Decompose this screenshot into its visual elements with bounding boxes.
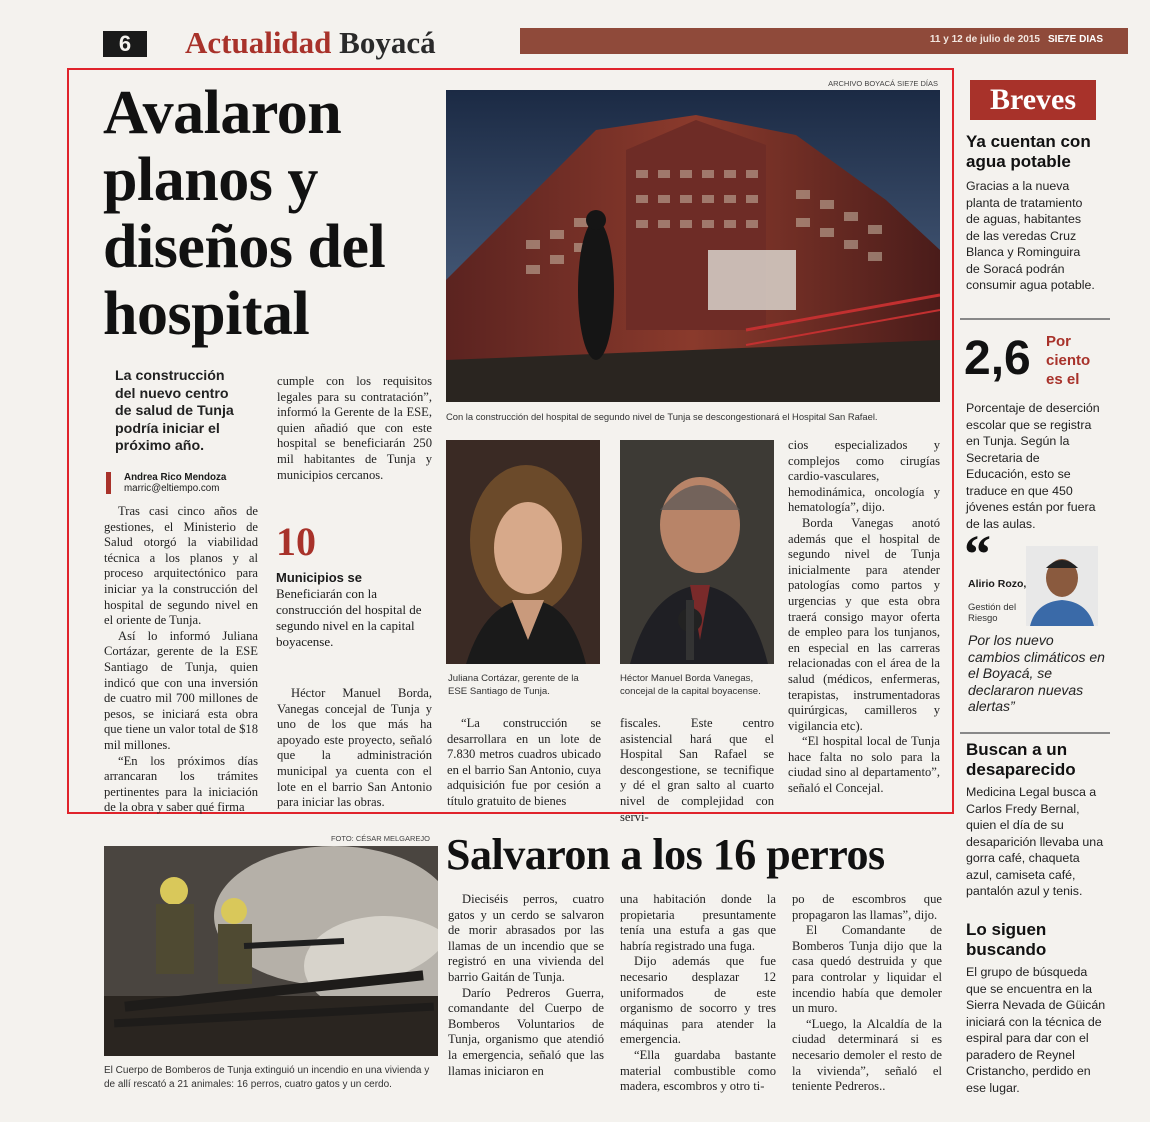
paragraph: Así lo informó Juliana Cortázar, gerente de la ESE Santiago de Tunja, quien indicó que con una inversión de cuatro mil 700 millones de pesos, se iniciará esta obra que tiene un valor total de $18 mil millones.	[104, 628, 258, 752]
paragraph: Darío Pedreros Guerra, comandante del Cuerpo de Bomberos Voluntarios de Tunja, organismo que atendió la emergencia, señaló que las llamas iniciaron en	[448, 985, 604, 1078]
headline-line: diseños del	[103, 213, 386, 281]
paragraph: Héctor Manuel Borda, Vanegas concejal de Tunja y uno de los que más ha apoyado este proyecto, señaló que la administración municipal ya cuenta con el lote en el barrio San Antonio para iniciar las obras.	[277, 686, 432, 810]
byline-marker	[106, 472, 111, 494]
main-col-5	[788, 438, 940, 797]
deck-line: próximo año.	[115, 438, 205, 454]
headline-line: Avalaron	[103, 79, 342, 147]
stat-label-line: es el	[1046, 371, 1080, 388]
fact-number: 10	[276, 519, 316, 564]
second-photo-credit: FOTO: CÉSAR MELGAREJO	[330, 834, 430, 843]
deck-line: del nuevo centro	[115, 385, 229, 402]
hospital-photo	[446, 90, 940, 402]
page-number: 6	[103, 31, 147, 57]
fire-photo-caption: El Cuerpo de Bomberos de Tunja extinguió un incendio en una vivienda y de allí rescató a 21 animales: 16 perros, cuatro gatos y un cerdo.	[104, 1065, 430, 1090]
paragraph: po de escombros que propagaron las llamas”, dijo.	[792, 892, 942, 922]
deck-line: de salud de Tunja	[115, 403, 234, 419]
main-col-2-top	[277, 374, 432, 483]
byline	[106, 472, 276, 496]
hospital-building-image	[446, 90, 940, 402]
brief-agua	[966, 132, 1116, 294]
portrait-borda	[620, 440, 774, 664]
paragraph: fiscales. Este centro asistencial hará que el Hospital San Rafael se descongestione, se tecnifique y dé el gran salto al cuarto nivel de complejidad con servi-	[620, 716, 774, 824]
brief-siguen	[966, 920, 1116, 1096]
author-email: marric@eltiempo.com	[124, 483, 220, 494]
publication-name: SIE7E DIAS	[1048, 34, 1104, 45]
second-col-1	[448, 892, 604, 1079]
quote-box	[962, 524, 1112, 726]
section-region: Boyacá	[339, 25, 436, 60]
quote-role: Gestión del Riesgo	[968, 602, 1017, 624]
paragraph: Dieciséis perros, cuatro gatos y un cerdo se salvaron de morir abrasados por las llamas de un incendio que se registró en una vivienda del barrio Gaitán de Tunja.	[448, 892, 604, 984]
main-headline	[103, 80, 443, 348]
stat-box	[962, 330, 1112, 531]
header-date: 11 y 12 de julio de 2015	[929, 34, 1040, 45]
sidebar-title-box	[970, 80, 1096, 120]
firefighters-image	[104, 846, 438, 1056]
fact-text: Beneficiarán con la construcción del hospital de segundo nivel en la capital boyacense.	[276, 586, 422, 649]
paragraph: “La construcción se desarrollara en un lote de 7.830 metros cuadros ubicado en el barrio San Antonio, cuya adquisición fue por cesión a título gratuito de bienes	[447, 716, 601, 808]
fact-box	[276, 519, 436, 649]
fire-photo	[104, 846, 438, 1056]
man-portrait-image	[620, 440, 774, 664]
brief-text: Medicina Legal busca a Carlos Fredy Bernal, quien el día de su desaparición llevaba una gorra café, chaqueta azul, camiseta café, pantalón azul y tenis.	[966, 785, 1104, 898]
stat-label-line: ciento	[1046, 352, 1091, 369]
deck-line: La construcción	[115, 368, 225, 384]
hospital-photo-caption: Con la construcción del hospital de segundo nivel de Tunja se descongestionará el Hospital San Rafael.	[446, 411, 878, 422]
quote-text: Por los nuevo cambios climáticos en el Boyacá, se declararon nuevas alertas”	[968, 632, 1105, 714]
second-col-2	[620, 892, 776, 1095]
section-name: Actualidad	[185, 25, 332, 60]
brief-text: Gracias a la nueva planta de tratamiento de aguas, habitantes de las veredas Cruz Blanca y Rominguira de Soracá podrán consumir agua potable.	[966, 179, 1095, 292]
page-header	[0, 0, 1150, 62]
paragraph: Borda Vanegas anotó además que el hospital de segundo nivel de Tunja inicialmente para atender patologías como partos y urgencias y que esta obra traerá consigo mayor oferta de empleo para los tunjanos, en especial en las carreras relacionadas con el área de la salud (médicos, enfermeras, terapistas, instrumentadoras quirúrgicas, camilleros y vigilancia etc).	[788, 515, 940, 733]
paragraph: El Comandante de Bomberos Tunja dijo que la casa quedó destruida y que para controlar y liquidar el incendio había que demoler un muro.	[792, 923, 942, 1016]
second-headline: Salvaron a los 16 perros	[446, 830, 885, 879]
paragraph: cios especializados y complejos como cirugías cardio-vasculares, hemodinámica, oncología y hematología”, dijo.	[788, 438, 940, 515]
paragraph: una habitación donde la propietaria presuntamente tenía una estufa a gas que habría registrado una fuga.	[620, 892, 776, 953]
fact-title: Municipios se	[276, 570, 362, 585]
paragraph: Tras casi cinco años de gestiones, el Ministerio de Salud otorgó la viabilidad técnica a los planos y al proceso arquitectónico para iniciar ya la construcción del hospital de segundo nivel en el oriente de Tunja.	[104, 504, 258, 628]
main-deck	[115, 368, 275, 456]
quote-avatar	[1026, 546, 1098, 626]
paragraph: “En los próximos días arrancaran los trámites pertinentes para la iniciación de la obra y saber qué firma	[104, 753, 258, 815]
main-col-4-bottom	[620, 716, 774, 825]
brief-desaparecido	[966, 740, 1116, 900]
headline-line: hospital	[103, 280, 310, 348]
photo-credit: ARCHIVO BOYACÁ SIE7E DÍAS	[828, 79, 938, 88]
section-title	[185, 26, 436, 60]
sidebar-divider	[960, 318, 1110, 320]
sidebar-divider	[960, 732, 1110, 734]
headline-line: planos y	[103, 146, 318, 214]
author-name: Andrea Rico Mendoza	[124, 472, 227, 483]
woman-portrait-image	[446, 440, 600, 664]
stat-label-line: Por	[1046, 333, 1072, 350]
paragraph: Dijo además que fue necesario desplazar 12 uniformados de este organismo de socorro y tres máquinas para atender la emergencia.	[620, 954, 776, 1047]
portrait-cortazar	[446, 440, 600, 664]
second-col-3	[792, 892, 942, 1095]
brief-title: Ya cuentan con agua potable	[966, 132, 1091, 171]
brief-title: Lo siguen buscando	[966, 920, 1047, 959]
main-col-3-bottom	[447, 716, 601, 810]
quote-name: Alirio Rozo,	[968, 578, 1027, 590]
deck-line: podría iniciar el	[115, 420, 220, 437]
sidebar-title: Breves	[989, 83, 1077, 116]
stat-text: Porcentaje de deserción escolar que se registra en Tunja. Según la Secretaria de Educación, esto se traduce en que 450 jóvenes están por fuera de las aulas.	[966, 401, 1100, 531]
man-avatar-image	[1026, 546, 1098, 626]
paragraph: “Luego, la Alcaldía de la ciudad determinará si es necesario demoler el resto de la vivienda”, señaló el teniente Pedreros..	[792, 1016, 942, 1094]
quote-marks-icon: “	[964, 524, 991, 584]
main-col-2-bottom	[277, 686, 432, 811]
paragraph: cumple con los requisitos legales para su contratación”, informó la Gerente de la ESE, quien añadió que con este hospital se beneficiarán 250 mil habitantes de Tunja y municipios cercanos.	[277, 374, 432, 482]
portrait-cortazar-caption: Juliana Cortázar, gerente de la ESE Santiago de Tunja.	[448, 673, 579, 697]
paragraph: “Ella guardaba bastante material combustible como madera, escombros y otro ti-	[620, 1047, 776, 1094]
main-col-1	[104, 504, 258, 816]
brief-text: El grupo de búsqueda que se encuentra en la Sierra Nevada de Güicán iniciará con la técnica de espiral para dar con el paradero de Reynel Cristancho, perdido en ese lugar.	[966, 965, 1106, 1095]
brief-title: Buscan a un desaparecido	[966, 740, 1076, 779]
paragraph: “El hospital local de Tunja hace falta no solo para la ciudad sino al departamento”, señaló el Concejal.	[788, 734, 940, 796]
portrait-borda-caption: Héctor Manuel Borda Vanegas, concejal de la capital boyacense.	[620, 673, 761, 697]
stat-number: 2,6	[964, 332, 1031, 385]
stat-label	[1046, 332, 1090, 389]
